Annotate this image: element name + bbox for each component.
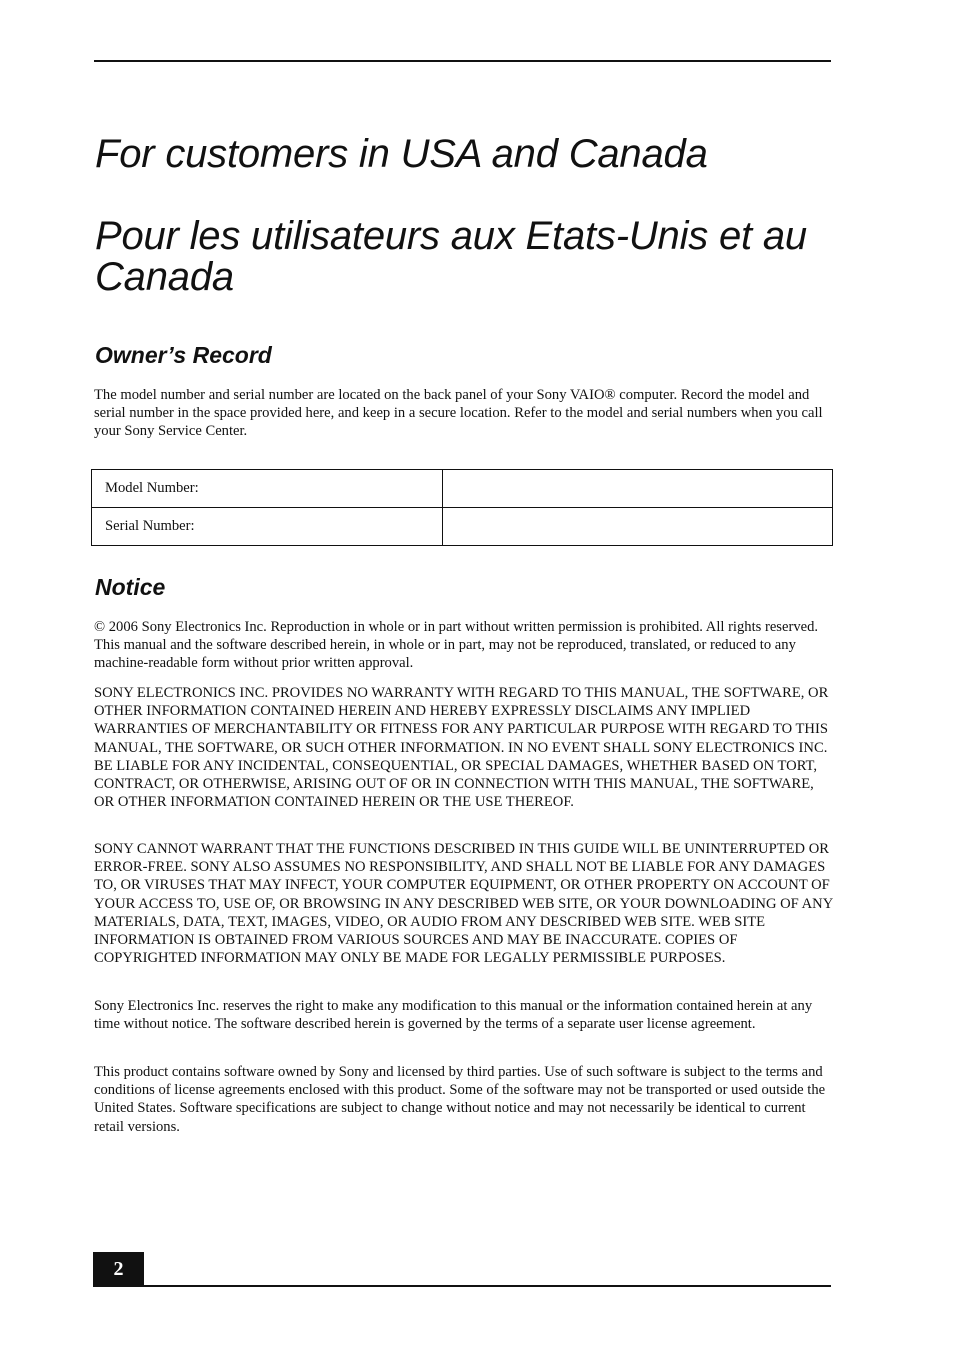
notice-paragraph-copyright: © 2006 Sony Electronics Inc. Reproduction in whole or in part without written permission is prohibited. All rights reserved. This manual and the software described herein, in whole or in part, may not be reproduced, translated, or reduced to any machine-readable form without prior written approval. — [94, 619, 819, 672]
notice-paragraph-modification: Sony Electronics Inc. reserves the right to make any modification to this manual or the information contained herein at any time without notice. The software described herein is governed by the terms of a separate user license agreement. — [94, 998, 813, 1033]
notice-paragraph-warranty: SONY ELECTRONICS INC. PROVIDES NO WARRANTY WITH REGARD TO THIS MANUAL, THE SOFTWARE, OR OTHER INFORMATION CONTAINED HEREIN AND HEREBY EXPRESSLY DISCLAIMS ANY IMPLIED WARRANTIES OF MERCHANTABILITY OR FITNESS FOR ANY PARTICULAR PURPOSE WITH REGARD TO THIS MANUAL, THE SOFTWARE, OR SUCH OTHER INFORMATION. IN NO EVENT SHALL SONY ELECTRONICS INC. BE LIABLE FOR ANY INCIDENTAL, CONSEQUENTIAL, OR SPECIAL DAMAGES, WHETHER BASED ON TORT, CONTRACT, OR OTHERWISE, ARISING OUT OF OR IN CONNECTION WITH THIS MANUAL, THE SOFTWARE, OR OTHER INFORMATION CONTAINED HEREIN OR THE USE THEREOF. — [94, 685, 829, 811]
footer-rule — [94, 1285, 831, 1287]
owners-record-heading: Owner’s Record — [95, 342, 272, 368]
table-row-model — [92, 470, 833, 508]
notice-paragraph-third-party: This product contains software owned by Sony and licensed by third parties. Use of such software is subject to the terms and conditions of license agreements enclosed with this product. Some of the software may not be transported or used outside the United States. Software specifications are subject to change without notice and may not necessarily be identical to current retail versions. — [94, 1064, 826, 1135]
model-number-value-field — [443, 470, 833, 508]
notice-paragraph-liability: SONY CANNOT WARRANT THAT THE FUNCTIONS DESCRIBED IN THIS GUIDE WILL BE UNINTERRUPTED OR ERROR-FREE. SONY ALSO ASSUMES NO RESPONSIBILITY, AND SHALL NOT BE LIABLE FOR ANY DAMAGES TO, OR VIRUSES THAT MAY INFECT, YOUR COMPUTER EQUIPMENT, OR OTHER PROPERTY ON ACCOUNT OF YOUR ACCESS TO, USE OF, OR BROWSING IN ANY DESCRIBED WEB SITE, OR YOUR DOWNLOADING OF ANY MATERIALS, DATA, TEXT, IMAGES, VIDEO, OR AUDIO FROM ANY DESCRIBED WEB SITE. WEB SITE INFORMATION IS OBTAINED FROM VARIOUS SOURCES AND MAY BE INACCURATE. COPIES OF COPYRIGHTED INFORMATION MAY ONLY BE MADE FOR LEGALLY PERMISSIBLE PURPOSES. — [94, 841, 833, 967]
page-title-french: Pour les utilisateurs aux Etats-Unis et au Canada — [95, 214, 807, 299]
owners-record-table — [91, 469, 833, 546]
owners-record-paragraph: The model number and serial number are located on the back panel of your Sony VAIO® computer. Record the model and serial number in the space provided here, and keep in a secure location. Refer to the model and serial numbers when you call your Sony Service Center. — [94, 387, 823, 440]
model-number-label: Model Number: — [92, 470, 443, 508]
table-row-serial — [92, 508, 833, 546]
serial-number-value-field — [443, 508, 833, 546]
serial-number-label: Serial Number: — [92, 508, 443, 546]
page-title-english: For customers in USA and Canada — [95, 132, 708, 176]
header-rule — [94, 60, 831, 62]
notice-heading: Notice — [95, 574, 166, 600]
page-number: 2 — [93, 1252, 144, 1287]
